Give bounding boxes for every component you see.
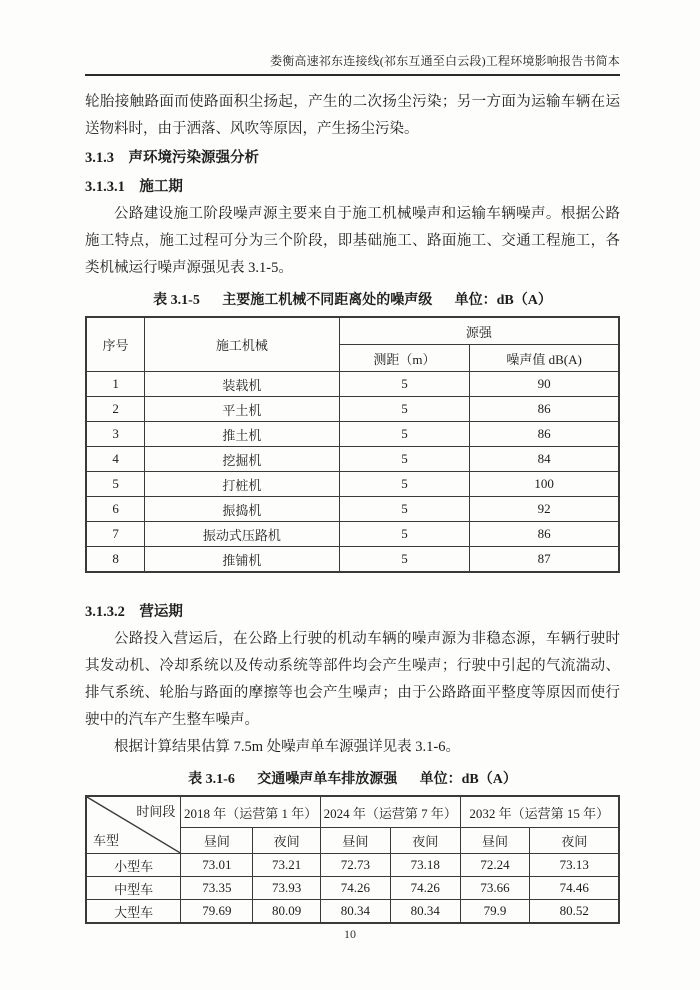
cell-no: 1 [86, 372, 145, 397]
cell-noise: 92 [470, 497, 619, 522]
table-row [86, 900, 619, 924]
cell-no: 3 [86, 422, 145, 447]
table-row [86, 397, 619, 422]
cell-value: 74.26 [390, 877, 460, 900]
col-header-day: 昼间 [321, 828, 391, 854]
cell-noise: 86 [470, 522, 619, 547]
cell-value: 73.01 [181, 854, 253, 877]
col-header-distance: 测距（m） [339, 345, 470, 372]
cell-value: 73.35 [181, 877, 253, 900]
cell-machine: 推铺机 [145, 547, 340, 573]
col-header-year-2032: 2032 年（运营第 15 年） [460, 796, 619, 828]
cell-noise: 87 [470, 547, 619, 573]
col-header-night: 夜间 [390, 828, 460, 854]
table-row [86, 522, 619, 547]
col-header-machine: 施工机械 [145, 317, 340, 372]
construction-machinery-noise-table [85, 316, 620, 573]
col-header-day: 昼间 [181, 828, 253, 854]
cell-noise: 84 [470, 447, 619, 472]
header-title: 娄衡高速祁东连接线(祁东互通至白云段)工程环境影响报告书简本 [270, 54, 620, 68]
col-header-night: 夜间 [253, 828, 321, 854]
table-row [86, 547, 619, 573]
paragraph-construction-noise: 公路建设施工阶段噪声源主要来自于施工机械噪声和运输车辆噪声。根据公路施工特点，施工过程可分为三个阶段，即基础施工、路面施工、交通工程施工，各类机械运行噪声源强见表 3.1-5。 [85, 206, 620, 276]
cell-value: 73.13 [530, 854, 619, 877]
table1-label: 表 3.1-5 [153, 293, 200, 308]
section-number: 3.1.3.2 [85, 604, 125, 620]
cell-noise: 86 [470, 422, 619, 447]
cell-no: 8 [86, 547, 145, 573]
cell-value: 72.24 [460, 854, 530, 877]
table2-title [85, 766, 620, 793]
cell-no: 4 [86, 447, 145, 472]
cell-no: 6 [86, 497, 145, 522]
section-heading-3-1-3-2 [85, 599, 620, 626]
col-header-night: 夜间 [530, 828, 619, 854]
cell-value: 80.34 [321, 900, 391, 924]
cell-distance: 5 [339, 497, 470, 522]
table2-unit: 单位：dB（A） [419, 772, 517, 787]
cell-distance: 5 [339, 522, 470, 547]
table-row [86, 372, 619, 397]
diagonal-header-cell [86, 796, 181, 854]
table-header-row [86, 796, 619, 828]
cell-no: 5 [86, 472, 145, 497]
cell-vehicle-type: 小型车 [86, 854, 181, 877]
traffic-noise-emission-table [85, 795, 620, 924]
section-title: 声环境污染源强分析 [128, 150, 259, 166]
table-row [86, 472, 619, 497]
table-row [86, 497, 619, 522]
cell-value: 73.66 [460, 877, 530, 900]
section-number: 3.1.3 [85, 150, 114, 166]
table1-unit: 单位：dB（A） [454, 293, 552, 308]
cell-value: 79.69 [181, 900, 253, 924]
cell-machine: 振动式压路机 [145, 522, 340, 547]
paragraph-operation-noise: 公路投入营运后，在公路上行驶的机动车辆的噪声源为非稳态源，车辆行驶时其发动机、冷却系统以及传动系统等部件均会产生噪声；行驶中引起的气流湍动、排气系统、轮胎与路面的摩擦等也会产生噪声；由于公路路面平整度等原因而使行驶中的汽车产生整车噪声。 [85, 631, 620, 728]
section-number: 3.1.3.1 [85, 179, 125, 195]
cell-value: 72.73 [321, 854, 391, 877]
cell-value: 74.46 [530, 877, 619, 900]
col-header-source: 源强 [339, 317, 619, 345]
section-heading-3-1-3 [85, 145, 620, 172]
section-heading-3-1-3-1 [85, 174, 620, 201]
table-header-row [86, 317, 619, 345]
cell-machine: 装载机 [145, 372, 340, 397]
col-header-year-2018: 2018 年（运营第 1 年） [181, 796, 321, 828]
cell-vehicle-type: 大型车 [86, 900, 181, 924]
col-header-day: 昼间 [460, 828, 530, 854]
cell-value: 73.18 [390, 854, 460, 877]
paragraph-estimate: 根据计算结果估算 7.5m 处噪声单车源强详见表 3.1-6。 [114, 739, 460, 755]
cell-distance: 5 [339, 397, 470, 422]
table-row [86, 447, 619, 472]
col-header-year-2024: 2024 年（运营第 7 年） [321, 796, 461, 828]
cell-value: 73.93 [253, 877, 321, 900]
page-number: 10 [344, 927, 356, 941]
cell-no: 2 [86, 397, 145, 422]
table2-label: 表 3.1-6 [188, 772, 235, 787]
cell-noise: 86 [470, 397, 619, 422]
cell-noise: 90 [470, 372, 619, 397]
page-header [85, 52, 620, 76]
cell-distance: 5 [339, 372, 470, 397]
col-header-noise: 噪声值 dB(A) [470, 345, 619, 372]
cell-vehicle-type: 中型车 [86, 877, 181, 900]
diag-label-vehicle-type: 车型 [93, 833, 120, 848]
cell-distance: 5 [339, 447, 470, 472]
cell-distance: 5 [339, 422, 470, 447]
cell-machine: 挖掘机 [145, 447, 340, 472]
cell-value: 73.21 [253, 854, 321, 877]
cell-value: 80.34 [390, 900, 460, 924]
table2-caption: 交通噪声单车排放源强 [257, 772, 398, 787]
table1-caption: 主要施工机械不同距离处的噪声级 [222, 293, 433, 308]
paragraph-dust-pollution: 轮胎接触路面而使路面积尘扬起，产生的二次扬尘污染；另一方面为运输车辆在运送物料时，由于洒落、风吹等原因，产生扬尘污染。 [85, 94, 620, 137]
cell-machine: 振捣机 [145, 497, 340, 522]
cell-value: 79.9 [460, 900, 530, 924]
section-title: 施工期 [139, 179, 183, 195]
cell-noise: 100 [470, 472, 619, 497]
diag-label-time-period: 时间段 [136, 804, 176, 819]
col-header-no: 序号 [86, 317, 145, 372]
cell-machine: 推土机 [145, 422, 340, 447]
cell-distance: 5 [339, 472, 470, 497]
cell-value: 74.26 [321, 877, 391, 900]
cell-distance: 5 [339, 547, 470, 573]
cell-machine: 平土机 [145, 397, 340, 422]
cell-value: 80.09 [253, 900, 321, 924]
table1-title [85, 287, 620, 314]
table-row [86, 854, 619, 877]
cell-machine: 打桩机 [145, 472, 340, 497]
cell-value: 80.52 [530, 900, 619, 924]
cell-no: 7 [86, 522, 145, 547]
section-title: 营运期 [139, 604, 183, 620]
table-row [86, 877, 619, 900]
table-row [86, 422, 619, 447]
